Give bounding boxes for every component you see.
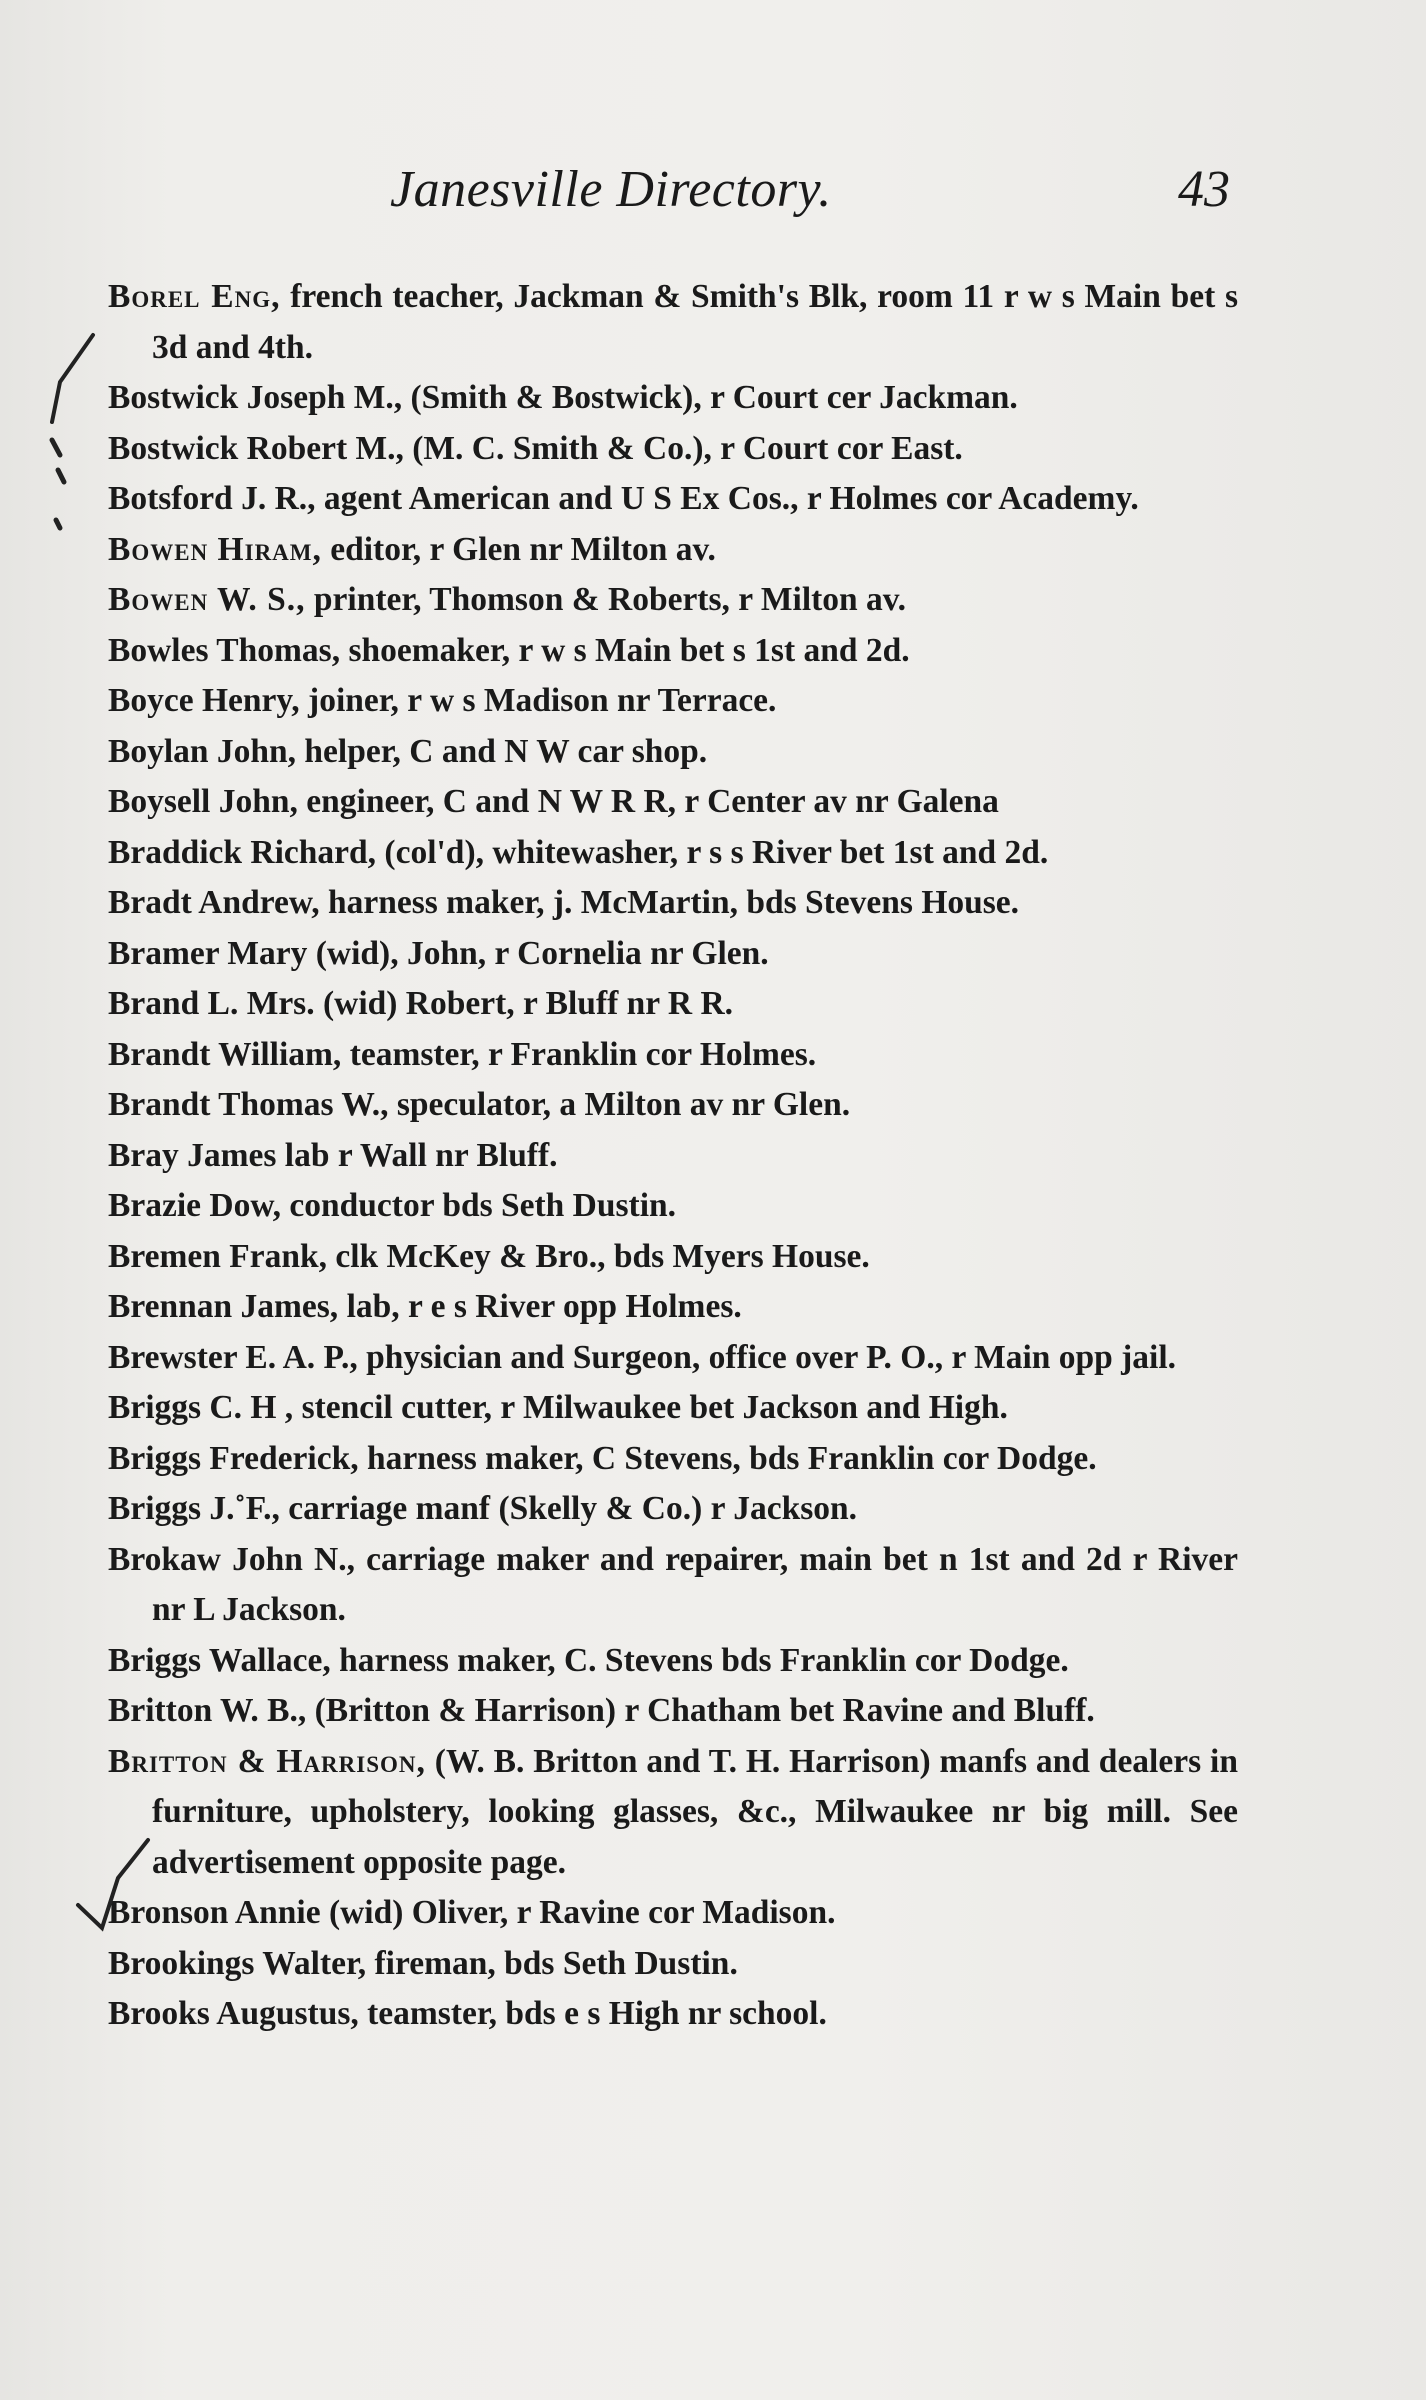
entry-name: Brooks Augustus, bbox=[108, 1995, 359, 2032]
entry-details: harness maker, j. McMartin, bds Stevens House. bbox=[319, 884, 1020, 921]
entry-name: Bramer Mary bbox=[108, 934, 308, 972]
entry-details: teamster, bds e s High nr school. bbox=[358, 1995, 827, 2032]
entry-details: french teacher, Jackman & Smith's Blk, room 11 r w s Main bet s 3d and 4th. bbox=[152, 278, 1239, 366]
entry-name: Boyce Henry, bbox=[108, 682, 300, 719]
entry-details: conductor bds Seth Dustin. bbox=[281, 1187, 677, 1224]
entry-name: Brennan James, bbox=[108, 1288, 339, 1325]
entry-details: (col'd), whitewasher, r s s River bet 1st and 2d. bbox=[376, 833, 1049, 871]
page-title: Janesville Directory. bbox=[390, 161, 832, 218]
directory-entry bbox=[108, 272, 1238, 373]
entry-name: Bowen W. S., bbox=[108, 581, 306, 618]
directory-entry bbox=[108, 777, 1238, 828]
directory-entry bbox=[108, 474, 1238, 525]
directory-entry bbox=[108, 1636, 1238, 1687]
entry-details: (wid) Robert, r Bluff nr R R. bbox=[314, 985, 734, 1022]
directory-entry bbox=[108, 1282, 1238, 1333]
entry-name: Bostwick Joseph M., bbox=[108, 379, 403, 416]
entry-details: editor, r Glen nr Milton av. bbox=[321, 530, 716, 568]
entry-details: speculator, a Milton av nr Glen. bbox=[388, 1086, 851, 1123]
directory-entry bbox=[108, 1484, 1238, 1535]
directory-entry bbox=[108, 828, 1238, 879]
entry-name: Bradt Andrew, bbox=[108, 884, 320, 921]
directory-entry bbox=[108, 575, 1238, 626]
entry-name: Bremen Frank, bbox=[108, 1237, 327, 1275]
entry-name: Brookings Walter, bbox=[108, 1944, 367, 1982]
directory-entry bbox=[108, 1939, 1238, 1990]
directory-entry bbox=[108, 1535, 1238, 1636]
entry-name: Brewster E. A. P., bbox=[108, 1338, 358, 1376]
entry-name: Boylan John, bbox=[108, 732, 297, 770]
entry-details: joiner, r w s Madison nr Terrace. bbox=[299, 682, 777, 719]
entry-details: (W. B. Britton and T. H. Harrison) manfs and dealers in furniture, upholstery, looking glasses, &c., Milwaukee nr big mill. See advertisement opposite page. bbox=[152, 1742, 1238, 1881]
entry-details: carriage maker and repairer, main bet n 1st and 2d r River nr L Jackson. bbox=[152, 1540, 1238, 1628]
entry-name: Braddick Richard, bbox=[108, 833, 377, 871]
directory-entry bbox=[108, 1888, 1238, 1939]
entry-name: Bostwick Robert M., bbox=[108, 429, 404, 467]
entry-details: (wid) Oliver, r Ravine cor Madison. bbox=[320, 1894, 836, 1931]
directory-entry bbox=[108, 929, 1238, 980]
entry-name: Borel Eng, bbox=[108, 278, 281, 315]
entry-details: teamster, r Franklin cor Holmes. bbox=[341, 1035, 817, 1073]
entry-details: shoemaker, r w s Main bet s 1st and 2d. bbox=[340, 631, 910, 669]
entry-details: lab, r e s River opp Holmes. bbox=[338, 1288, 742, 1325]
directory-entry bbox=[108, 525, 1238, 576]
entry-name: Botsford J. R., bbox=[108, 480, 316, 517]
entry-details: stencil cutter, r Milwaukee bet Jackson and High. bbox=[293, 1389, 1008, 1426]
directory-entry bbox=[108, 676, 1238, 727]
entry-details: (Britton & Harrison) r Chatham bet Ravine and Bluff. bbox=[306, 1692, 1095, 1729]
directory-entries bbox=[108, 272, 1238, 2040]
entry-name: Britton W. B., bbox=[108, 1692, 307, 1729]
directory-entry bbox=[108, 727, 1238, 778]
entry-name: Briggs Frederick, bbox=[108, 1439, 359, 1477]
entry-details: engineer, C and N W R R, r Center av nr Galena bbox=[297, 783, 999, 820]
entry-name: Briggs J.˚F., bbox=[108, 1490, 280, 1527]
directory-entry bbox=[108, 1030, 1238, 1081]
check-mark-icon bbox=[52, 335, 93, 422]
entry-name: Brandt Thomas W., bbox=[108, 1086, 389, 1123]
entry-name: Bray James bbox=[108, 1136, 277, 1174]
directory-entry bbox=[108, 1989, 1238, 2040]
directory-entry bbox=[108, 1232, 1238, 1283]
directory-entry bbox=[108, 626, 1238, 677]
entry-details: lab r Wall nr Bluff. bbox=[276, 1136, 558, 1174]
directory-entry bbox=[108, 1131, 1238, 1182]
directory-entry bbox=[108, 1686, 1238, 1737]
check-mark-icon bbox=[58, 470, 64, 482]
page-number: 43 bbox=[1178, 161, 1230, 218]
entry-name: Brazie Dow, bbox=[108, 1187, 282, 1224]
directory-entry bbox=[108, 1080, 1238, 1131]
entry-name: Brandt William, bbox=[108, 1035, 342, 1073]
check-mark-icon bbox=[52, 440, 60, 455]
entry-details: (wid), John, r Cornelia nr Glen. bbox=[307, 934, 769, 972]
directory-entry bbox=[108, 1737, 1238, 1889]
directory-entry bbox=[108, 424, 1238, 475]
entry-details: harness maker, C Stevens, bds Franklin cor Dodge. bbox=[358, 1439, 1097, 1477]
entry-name: Briggs Wallace, bbox=[108, 1641, 331, 1679]
entry-name: Bronson Annie bbox=[108, 1894, 321, 1931]
entry-name: Brokaw John N., bbox=[108, 1540, 355, 1578]
entry-details: clk McKey & Bro., bds Myers House. bbox=[326, 1237, 870, 1275]
entry-details: helper, C and N W car shop. bbox=[296, 732, 708, 770]
entry-name: Boysell John, bbox=[108, 783, 298, 820]
entry-name: Bowen Hiram, bbox=[108, 530, 322, 568]
directory-entry bbox=[108, 1181, 1238, 1232]
entry-name: Britton & Harrison, bbox=[108, 1742, 426, 1780]
directory-entry bbox=[108, 1434, 1238, 1485]
directory-entry bbox=[108, 373, 1238, 424]
entry-name: Briggs C. H , bbox=[108, 1389, 294, 1426]
directory-entry bbox=[108, 1333, 1238, 1384]
directory-entry bbox=[108, 878, 1238, 929]
entry-details: fireman, bds Seth Dustin. bbox=[366, 1944, 738, 1982]
entry-details: physician and Surgeon, office over P. O., r Main opp jail. bbox=[357, 1338, 1177, 1376]
entry-name: Brand L. Mrs. bbox=[108, 985, 315, 1022]
page-header bbox=[390, 160, 1230, 240]
entry-details: carriage manf (Skelly & Co.) r Jackson. bbox=[279, 1490, 858, 1527]
directory-entry bbox=[108, 979, 1238, 1030]
entry-details: agent American and U S Ex Cos., r Holmes cor Academy. bbox=[315, 480, 1139, 517]
entry-name: Bowles Thomas, bbox=[108, 631, 341, 669]
entry-details: (M. C. Smith & Co.), r Court cor East. bbox=[403, 429, 963, 467]
entry-details: harness maker, C. Stevens bds Franklin cor Dodge. bbox=[330, 1641, 1069, 1679]
entry-details: printer, Thomson & Roberts, r Milton av. bbox=[305, 581, 907, 618]
entry-details: (Smith & Bostwick), r Court cer Jackman. bbox=[402, 379, 1018, 416]
directory-entry bbox=[108, 1383, 1238, 1434]
check-mark-icon bbox=[56, 520, 60, 528]
